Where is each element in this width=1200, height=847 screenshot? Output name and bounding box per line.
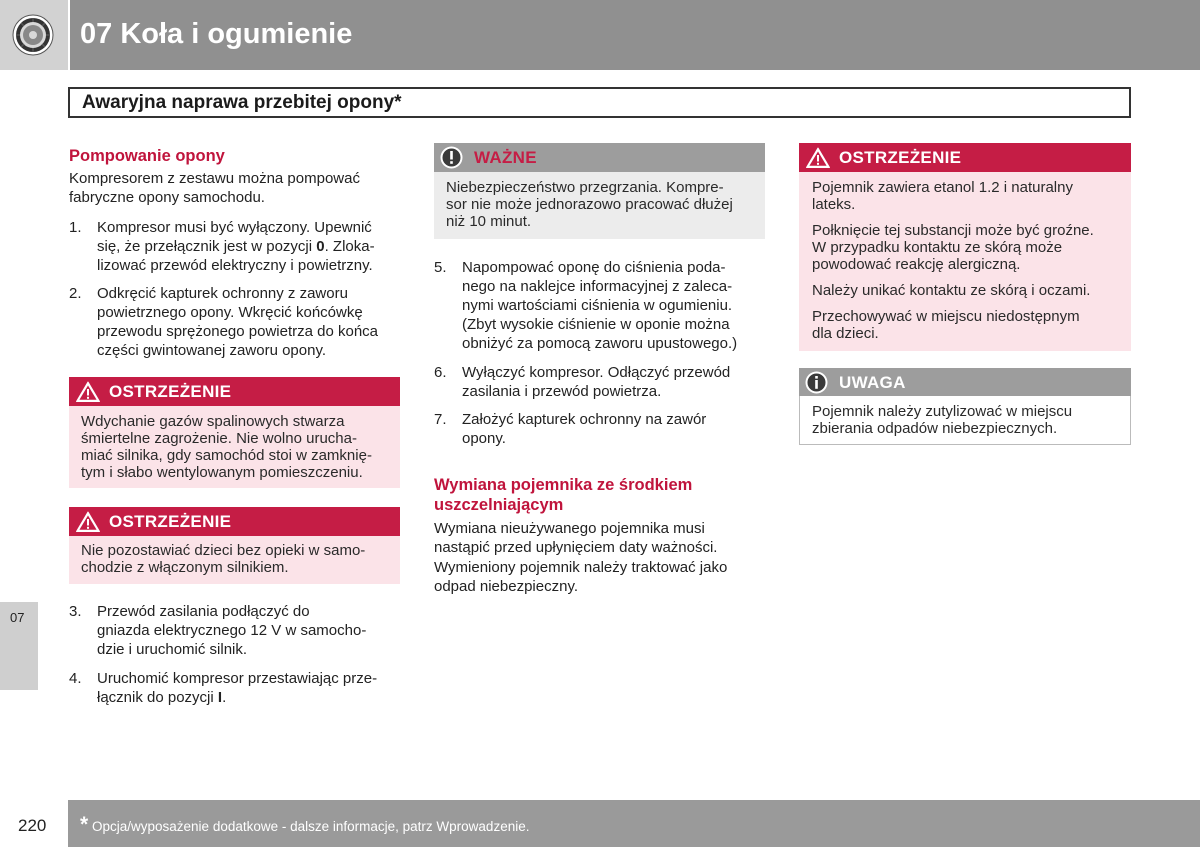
subheading-pumping: Pompowanie opony — [69, 147, 225, 165]
warning-triangle-icon — [75, 380, 101, 403]
step-number: 3. — [69, 603, 82, 620]
step-line: obniżyć za pomocą zaworu upustowego.) — [462, 335, 738, 352]
chapter-side-tab-label: 07 — [10, 610, 25, 625]
important-line: Niebezpieczeństwo przegrzania. Kompre- — [446, 179, 724, 196]
paragraph-line: odpad niebezpieczny. — [434, 578, 578, 595]
tire-icon — [12, 14, 54, 56]
step-line: opony. — [462, 430, 506, 447]
step-line: (Zbyt wysokie ciśnienie w oponie można — [462, 316, 730, 333]
warning-line: miać silnika, gdy samochód stoi w zamknię- — [81, 447, 372, 464]
intro-line: Kompresorem z zestawu można pompować — [69, 170, 360, 187]
note-line: zbierania odpadów niebezpiecznych. — [812, 420, 1058, 437]
subheading-container-line: Wymiana pojemnika ze środkiem — [434, 476, 693, 494]
warning-title: OSTRZEŻENIE — [109, 382, 232, 401]
warning-line: dla dzieci. — [812, 325, 879, 342]
step-line: przewodu sprężonego powietrza do końca — [97, 323, 379, 340]
note-body — [799, 396, 1131, 445]
info-circle-icon — [804, 370, 829, 395]
warning-body — [69, 406, 400, 488]
warning-line: Wdychanie gazów spalinowych stwarza — [81, 413, 345, 430]
step-number: 2. — [69, 285, 82, 302]
warning-line: Połknięcie tej substancji może być groźne. — [812, 222, 1094, 239]
warning-line: Należy unikać kontaktu ze skórą i oczami. — [812, 282, 1091, 299]
important-header — [434, 143, 765, 172]
warning-box-exhaust — [69, 377, 400, 488]
step-line: gniazda elektrycznego 12 V w samocho- — [97, 622, 367, 639]
footnote-text: Opcja/wyposażenie dodatkowe - dalsze informacje, patrz Wprowadzenie. — [92, 819, 530, 834]
paragraph-line: Wymiana nieużywanego pojemnika musi — [434, 520, 705, 537]
note-box — [799, 368, 1131, 445]
step-number: 4. — [69, 670, 82, 687]
subheading-container-line: uszczelniającym — [434, 496, 564, 514]
exclamation-circle-icon — [439, 145, 464, 170]
warning-title: OSTRZEŻENIE — [839, 148, 962, 167]
warning-line: powodować reakcję alergiczną. — [812, 256, 1021, 273]
chapter-title: 07 Koła i ogumienie — [80, 18, 353, 50]
warning-box-children — [69, 507, 400, 584]
step-line: Napompować oponę do ciśnienia poda- — [462, 259, 726, 276]
warning-header — [69, 507, 400, 536]
warning-line: Przechowywać w miejscu niedostępnym — [812, 308, 1080, 325]
step-line: Założyć kapturek ochronny na zawór — [462, 411, 707, 428]
step-line: Kompresor musi być wyłączony. Upewnić — [97, 219, 372, 236]
warning-body — [799, 172, 1131, 351]
step-line: powietrznego opony. Wkręcić końcówkę — [97, 304, 363, 321]
important-line: niż 10 minut. — [446, 213, 532, 230]
important-title: WAŻNE — [474, 148, 537, 167]
intro-line: fabryczne opony samochodu. — [69, 189, 265, 206]
step-line: lizować przewód elektryczny i powietrzny. — [97, 257, 373, 274]
note-title: UWAGA — [839, 373, 906, 392]
important-line: sor nie może jednorazowo pracować dłużej — [446, 196, 733, 213]
step-line: Przewód zasilania podłączyć do — [97, 603, 310, 620]
step-line: nymi wartościami ciśnienia w ogumieniu. — [462, 297, 733, 314]
warning-line: W przypadku kontaktu ze skórą może — [812, 239, 1063, 256]
step-number: 5. — [434, 259, 447, 276]
important-box — [434, 143, 765, 239]
warning-line: Nie pozostawiać dzieci bez opieki w samo- — [81, 542, 366, 559]
warning-box-container — [799, 143, 1131, 351]
warning-line: Pojemnik zawiera etanol 1.2 i naturalny — [812, 179, 1073, 196]
warning-header — [799, 143, 1131, 172]
warning-triangle-icon — [75, 510, 101, 533]
important-body — [434, 172, 765, 239]
warning-line: chodzie z włączonym silnikiem. — [81, 559, 289, 576]
step-line: Wyłączyć kompresor. Odłączyć przewód — [462, 364, 731, 381]
step-line: się, że przełącznik jest w pozycji 0. Zloka- — [97, 238, 375, 255]
step-number: 1. — [69, 219, 82, 236]
step-line: dzie i uruchomić silnik. — [97, 641, 248, 658]
step-number: 7. — [434, 411, 447, 428]
warning-triangle-icon — [805, 146, 831, 169]
warning-line: tym i słabo wentylowanym pomieszczeniu. — [81, 464, 363, 481]
step-line: Odkręcić kapturek ochronny z zaworu — [97, 285, 348, 302]
warning-line: lateks. — [812, 196, 856, 213]
warning-header — [69, 377, 400, 406]
paragraph-line: Wymieniony pojemnik należy traktować jako — [434, 559, 728, 576]
footnote-star: * — [80, 813, 89, 836]
step-line: części gwintowanej zaworu opony. — [97, 342, 327, 359]
section-title: Awaryjna naprawa przebitej opony* — [68, 87, 1131, 118]
step-line: zasilania i przewód powietrza. — [462, 383, 662, 400]
step-line: łącznik do pozycji I. — [97, 689, 227, 706]
paragraph-line: nastąpić przed upłynięciem daty ważności. — [434, 539, 718, 556]
page-number: 220 — [18, 816, 47, 835]
warning-body — [69, 536, 400, 584]
step-line: nego na naklejce informacyjnej z zaleca- — [462, 278, 733, 295]
step-number: 6. — [434, 364, 447, 381]
warning-title: OSTRZEŻENIE — [109, 512, 232, 531]
warning-line: śmiertelne zagrożenie. Nie wolno urucha- — [81, 430, 357, 447]
note-header — [799, 368, 1131, 396]
step-line: Uruchomić kompresor przestawiając prze- — [97, 670, 378, 687]
note-line: Pojemnik należy zutylizować w miejscu — [812, 403, 1073, 420]
